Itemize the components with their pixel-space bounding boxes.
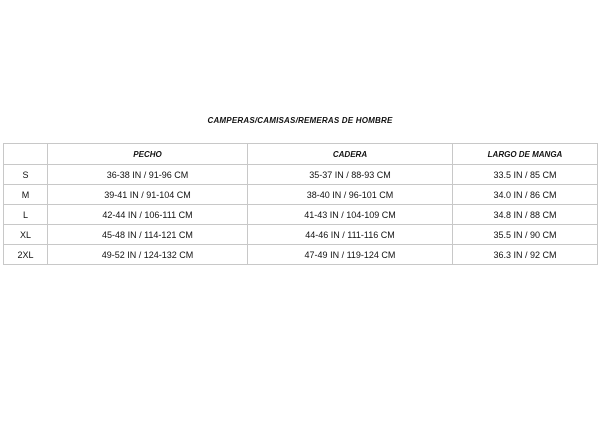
chest-cell: 42-44 IN / 106-111 CM [48, 205, 248, 225]
hip-cell: 38-40 IN / 96-101 CM [248, 185, 453, 205]
hip-cell: 47-49 IN / 119-124 CM [248, 245, 453, 265]
header-row [4, 144, 598, 165]
sleeve-cell: 34.0 IN / 86 CM [453, 185, 598, 205]
hip-cell: 44-46 IN / 111-116 CM [248, 225, 453, 245]
header-size [4, 144, 48, 165]
size-cell: 2XL [4, 245, 48, 265]
chest-cell: 39-41 IN / 91-104 CM [48, 185, 248, 205]
sleeve-cell: 34.8 IN / 88 CM [453, 205, 598, 225]
table-row [4, 245, 598, 265]
sleeve-cell: 36.3 IN / 92 CM [453, 245, 598, 265]
size-cell: S [4, 165, 48, 185]
size-cell: XL [4, 225, 48, 245]
table-row [4, 225, 598, 245]
hip-cell: 41-43 IN / 104-109 CM [248, 205, 453, 225]
header-sleeve: LARGO DE MANGA [453, 144, 598, 165]
chest-cell: 45-48 IN / 114-121 CM [48, 225, 248, 245]
sleeve-cell: 35.5 IN / 90 CM [453, 225, 598, 245]
chest-cell: 36-38 IN / 91-96 CM [48, 165, 248, 185]
sleeve-cell: 33.5 IN / 85 CM [453, 165, 598, 185]
table-row [4, 185, 598, 205]
size-cell: L [4, 205, 48, 225]
hip-cell: 35-37 IN / 88-93 CM [248, 165, 453, 185]
table-row [4, 165, 598, 185]
header-hip: CADERA [248, 144, 453, 165]
size-cell: M [4, 185, 48, 205]
size-chart-title: CAMPERAS/CAMISAS/REMERAS DE HOMBRE [207, 116, 393, 125]
size-chart-table [3, 143, 598, 265]
table-row [4, 205, 598, 225]
chest-cell: 49-52 IN / 124-132 CM [48, 245, 248, 265]
header-chest: PECHO [48, 144, 248, 165]
